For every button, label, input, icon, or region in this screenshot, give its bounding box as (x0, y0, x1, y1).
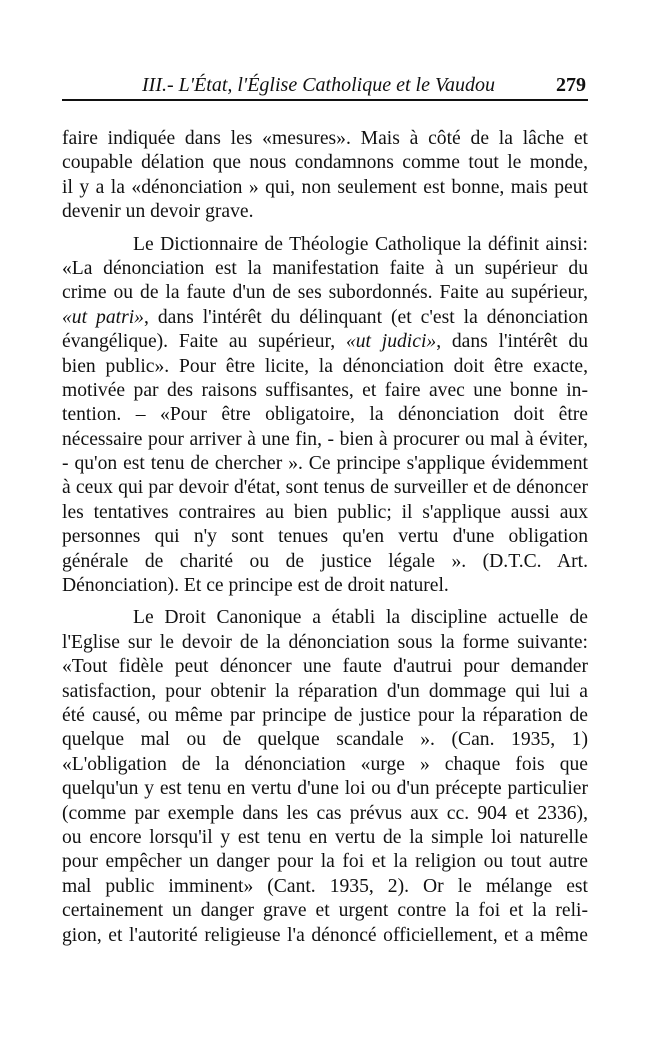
text-segment: à ceux qui par devoir d'état, sont tenus de surveiller et de dénoncer (62, 477, 588, 499)
text-line (62, 704, 588, 728)
text-line (62, 127, 588, 151)
text-line (62, 680, 588, 704)
text-line (62, 257, 588, 281)
text-segment: ou encore lorsqu'il y est tenu en vertu de la simple loi naturelle (62, 826, 588, 848)
text-line (62, 777, 588, 801)
text-segment: Le Dictionnaire de Théologie Catholique la définit ainsi: (133, 233, 588, 255)
text-segment: pour empêcher un danger pour la foi et la religion ou tout autre (62, 851, 588, 873)
text-segment: tention. – «Pour être obligatoire, la dénonciation doit être (62, 404, 588, 426)
text-segment: l'Eglise sur le devoir de la dénonciation sous la forme suivante: (62, 631, 588, 653)
text-line (62, 428, 588, 452)
text-segment: mal public imminent» (Cant. 1935, 2). Or le mélange est (62, 875, 588, 897)
text-segment: «L'obligation de la dénonciation «urge » chaque fois que (62, 753, 588, 775)
text-line (62, 233, 588, 257)
text-segment: devenir un devoir grave. (62, 201, 254, 223)
text-line (62, 753, 588, 777)
text-line (62, 850, 588, 874)
text-line (62, 379, 588, 403)
text-line (62, 631, 588, 655)
text-line (62, 875, 588, 899)
text-segment: bien public». Pour être licite, la dénonciation doit être exacte, (62, 355, 588, 377)
text-segment: gion, et l'autorité religieuse l'a dénoncé officiellement, et a même (62, 924, 588, 946)
text-segment: (comme par exemple dans les cas prévus aux cc. 904 et 2336), (62, 802, 588, 824)
text-line (62, 826, 588, 850)
text-segment: motivée par des raisons suffisantes, et faire avec une bonne in- (62, 379, 588, 401)
text-segment: , dans l'intérêt du (436, 331, 588, 353)
text-line (62, 606, 588, 630)
text-line (62, 200, 588, 224)
text-segment: «Tout fidèle peut dénoncer une faute d'autrui pour demander (62, 656, 588, 678)
text-segment: il y a la «dénonciation » qui, non seulement est bonne, mais peut (62, 176, 588, 198)
text-segment: satisfaction, pour obtenir la réparation d'un dommage qui lui a (62, 680, 588, 702)
text-segment: nécessaire pour arriver à une fin, - bien à procurer ou mal à éviter, (62, 428, 588, 450)
text-segment: crime ou de la faute d'un de ses subordonnés. Faite au supérieur, (62, 282, 588, 304)
page-body (62, 127, 588, 956)
text-line (62, 802, 588, 826)
page-number: 279 (556, 74, 586, 96)
text-line (62, 550, 588, 574)
text-line (62, 501, 588, 525)
text-segment: été causé, ou même par principe de justice pour la réparation de (62, 704, 588, 726)
text-line (62, 525, 588, 549)
text-segment: les tentatives contraires au bien public; il s'applique aussi aux (62, 501, 588, 523)
text-line (62, 403, 588, 427)
text-line (62, 355, 588, 379)
text-line (62, 655, 588, 679)
text-segment: coupable délation que nous condamnons comme tout le monde, (62, 152, 588, 174)
paragraph (62, 233, 588, 599)
text-segment: générale de charité ou de justice légale ». (D.T.C. Art. (62, 550, 588, 572)
italic-latin-phrase: «ut patri» (62, 306, 144, 328)
text-segment: - qu'on est tenu de chercher ». Ce principe s'applique évidemment (62, 453, 588, 475)
text-line (62, 306, 588, 330)
paragraph (62, 606, 588, 947)
text-line (62, 924, 588, 948)
text-line (62, 728, 588, 752)
text-segment: faire indiquée dans les «mesures». Mais à côté de la lâche et (62, 128, 588, 149)
text-line (62, 151, 588, 175)
running-title: III.- L'État, l'Église Catholique et le Vaudou (142, 74, 495, 96)
running-header (62, 72, 588, 101)
paragraph (62, 127, 588, 225)
text-line (62, 176, 588, 200)
italic-latin-phrase: «ut judici» (345, 331, 437, 353)
text-line (62, 899, 588, 923)
text-segment: «La dénonciation est la manifestation faite à un supérieur du (62, 257, 588, 279)
text-segment: Le Droit Canonique a établi la discipline actuelle de (133, 607, 588, 629)
text-line (62, 476, 588, 500)
text-line (62, 574, 588, 598)
text-line (62, 281, 588, 305)
text-segment: , dans l'intérêt du délinquant (et c'est la dénonciation (143, 306, 588, 328)
text-segment: quelque mal ou de quelque scandale ». (Can. 1935, 1) (62, 729, 588, 751)
text-segment: personnes qui n'y sont tenues qu'en vertu d'une obligation (62, 526, 588, 548)
text-segment: Dénonciation). Et ce principe est de droit naturel. (62, 575, 449, 597)
text-segment: évangélique). Faite au supérieur, (62, 331, 346, 353)
text-segment: certainement un danger grave et urgent contre la foi et la reli- (62, 900, 588, 922)
text-line (62, 452, 588, 476)
text-segment: quelqu'un y est tenu en vertu d'une loi ou d'un précepte particulier (62, 778, 588, 800)
text-line (62, 330, 588, 354)
